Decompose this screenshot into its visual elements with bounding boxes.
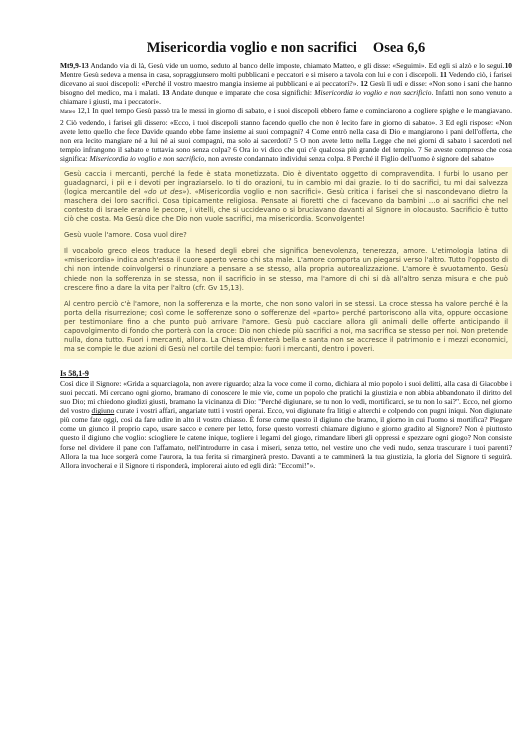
mt12-book-label: Matteo [60,109,76,116]
mt9-quote: Misericordia io voglio e non sacrificio [314,88,432,98]
matthew-readings [60,61,512,163]
page-title [60,40,512,57]
commentary-box [60,167,512,359]
commentary-paragraph-1: Gesù caccia i mercanti, perché la fede è stata monetizzata. Dio è diventato oggetto di compravendita. I furbi lo usano per guadagnarci, i pii e i devoti per ingraziarselo. Io ti do orazioni, tu in cambio mi dai grazie. Io ti do sacrifici, tu mi dai salvezza (logica mercantile del «do ut des»). «Misericordia voglio e non sacrifici». Gesù critica i farisei che si nascondevano dietro la maschera dei loro sacrifici. Cosa tipicamente religiosa. Pensate ai fioretti che ci facevano da bambini …o ai sacrifici che nel contesto di Israele erano le pecore, i vitelli, che si uccidevano o si bruciavano davanti al Signore in olocausto. Sacrificio è tutto ciò che costa. Ma Gesù dice che Dio non vuole sacrifici, ma misericordia. Sconvolgente! [64,170,508,224]
mt9-reference: Mt9,9-13 [60,61,89,70]
isaiah-reference: Is 58,1-9 [60,368,89,378]
document-page [60,40,512,470]
mt12-reference: 12,1 [77,106,91,116]
title-text: Misericordia voglio e non sacrifici [146,40,357,56]
commentary-paragraph-2: Il vocabolo greco eleos traduce la hesed degli ebrei che significa benevolenza, tenerezza, amore. L'etimologia latina di «misericordia» indica anch'essa il cuore aperto verso chi sta male. L'amore comporta un piegarsi verso l'altro. Tutto l'opposto di chi non intende coinvolgersi o rinunziare a pensare a se stesso, alla propria autorealizzazione. L'amore è svuotamento. Gesù chiede non la sofferenza in se stessa, non il sacrificio in se stesso, ma l'amore di chi si dà all'altro senza misura e che può crescere fino a dare la vita per l'altro (cfr. Gv 15,13). [64,247,508,292]
isaiah-passage: Così dice il Signore: «Grida a squarciagola, non avere riguardo; alza la voce come il corno, dichiara al mio popolo i suoi delitti, alla casa di Giacobbe i suoi peccati. Mi cercano ogni giorno, bramano di conoscere le mie vie, come un popolo che pratichi la giustizia e non abbia abbandonato il diritto del suo Dio; mi chiedono giudizi giusti, bramano la vicinanza di Dio: "Perché digiunare, se tu non lo vedi, mortificarci, se tu non lo sai?". Ecco, nel giorno del vostro digiuno curate i vostri affari, angariate tutti i vostri operai. Ecco, voi digiunate fra litigi e alterchi e colpendo con pugni iniqui. Non digiunate più come fate oggi, così da fare udire in alto il vostro chiasso. È forse come questo il digiuno che bramo, il giorno in cui l'uomo si mortifica? Piegare come un giunco il proprio capo, usare sacco e cenere per letto, forse questo vorresti chiamare digiuno e giorno gradito al Signore? Non è piuttosto questo il digiuno che voglio: sciogliere le catene inique, togliere i legami del giogo, rimandare liberi gli oppressi e spezzare ogni giogo? Non consiste forse nel dividere il pane con l'affamato, nell'introdurre in casa i miseri, senza tetto, nel vestire uno che vedi nudo, senza trascurare i tuoi parenti? Allora la tua luce sorgerà come l'aurora, la tua ferita si rimarginerà presto. Davanti a te camminerà la tua giustizia, la gloria del Signore ti seguirà. Allora invocherai e il Signore ti risponderà, implorerai aiuto ed egli dirà: "Eccomi!"». [60,378,512,470]
underlined-word: digiuno [91,406,115,416]
mt12-quote: Misericordia io voglio e non sacrificio [89,153,205,163]
commentary-question: Gesù vuole l'amore. Cosa vuol dire? [64,231,187,240]
matthew-12-passage: Matteo 12,1 In quel tempo Gesù passò tra le messi in giorno di sabato, e i suoi discepoli ebbero fame e cominciarono a cogliere spighe e le mangiavano. 2 Ciò vedendo, i farisei gli dissero: «Ecco, i tuoi discepoli stanno facendo quello che non è lecito fare in giorno di sabato». 3 Ed egli rispose: «Non avete letto quello che fece Davide quando ebbe fame insieme ai suoi compagni? 4 Come entrò nella casa di Dio e mangiarono i pani dell'offerta, che non era lecito mangiare né a lui né ai suoi compagni, ma solo ai sacerdoti? 5 O non avete letto nella Legge che nei giorni di sabato i sacerdoti nel tempio infrangono il sabato e tuttavia sono senza colpa? 6 Ora io vi dico che qui c'è qualcosa più grande del tempio. 7 Se aveste compreso che cosa significa: Misericordia io voglio e non sacrificio, non avreste condannato individui senza colpa. 8 Perché il Figlio dell'uomo è signore del sabato» [60,106,512,163]
matthew-9-passage: Mt9,9-13 Andando via di là, Gesù vide un uomo, seduto al banco delle imposte, chiamato Matteo, e gli disse: «Seguimi». Ed egli si alzò e lo seguì.10 Mentre Gesù sedeva a mensa in casa, sopraggiunsero molti pubblicani e peccatori e si misero a tavola con lui e con i discepoli. 11 Vedendo ciò, i farisei dicevano ai suoi discepoli: «Perché il vostro maestro mangia insieme ai pubblicani e ai peccatori?». 12 Gesù lì udì e disse: «Non sono i sani che hanno bisogno del medico, ma i malati. 13 Andate dunque e imparate che cosa significhi: Misericordia io voglio e non sacrificio. Infatti non sono venuto a chiamare i giusti, ma i peccatori». [60,61,512,107]
commentary-paragraph-3: Al centro perciò c'è l'amore, non la sofferenza e la morte, che non sono valori in se stessi. La croce stessa ha valore perché è la porta della risurrezione; così come le sofferenze sono o sofferenze del «parto» perché partoriscono alla vita, oppure occasione per testimoniare fino a che punto può arrivare l'amore. Gesù può cacciare allora gli animali delle offerte anticipando il capovolgimento di fondo che porterà con la croce: Dio non chiede più sacrifici a noi, ma sacrifica se stesso per noi. Non pretende nulla, dona tutto. Fuori i mercanti, allora. La Chiesa diventerà bella e santa non se accresce il patrimonio e i mezzi economici, ma se compie le due azioni di Gesù nel cortile del tempio: fuori i mercanti, dentro i poveri. [64,299,508,353]
title-reference: Osea 6,6 [372,40,426,56]
